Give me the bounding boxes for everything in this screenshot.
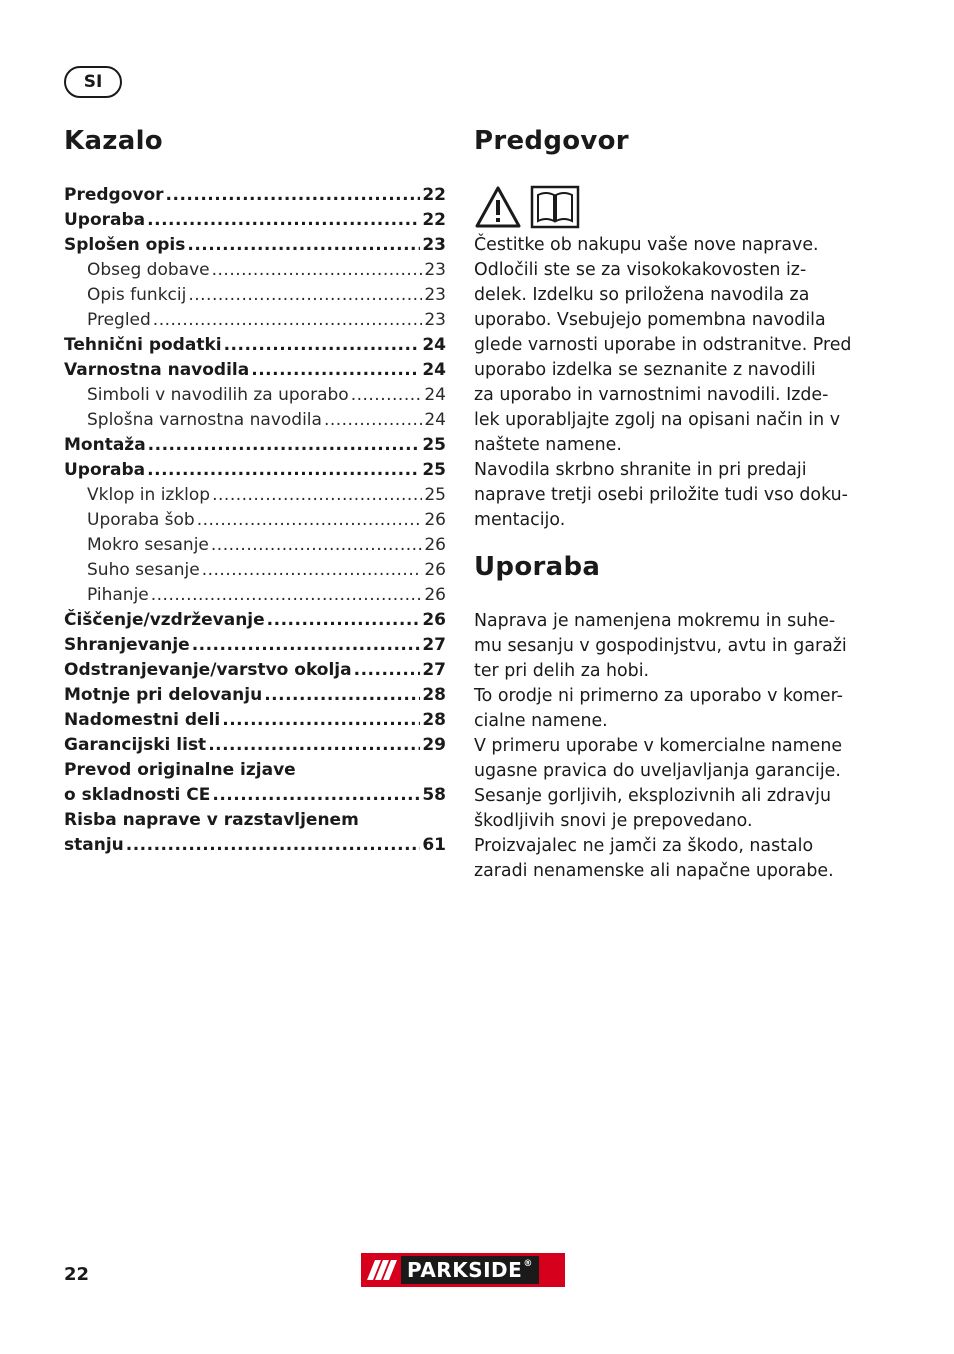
toc-leader-dots xyxy=(148,433,421,458)
toc-entry xyxy=(64,833,446,858)
toc-leader-dots xyxy=(212,783,420,808)
text-line: škodljivih snovi je prepovedano. xyxy=(474,811,753,831)
toc-leader-dots xyxy=(197,508,423,533)
toc-entry xyxy=(64,783,446,808)
toc-leader-dots xyxy=(264,683,420,708)
toc-entry-label: Splošen opis xyxy=(64,235,186,255)
toc-entry xyxy=(64,483,446,508)
language-badge-label: SI xyxy=(83,72,103,92)
toc-entry-label: o skladnosti CE xyxy=(64,785,211,805)
toc-leader-dots xyxy=(202,558,423,583)
toc-entry-page: 27 xyxy=(422,660,446,680)
foreword-icons xyxy=(474,186,580,228)
toc-entry xyxy=(64,708,446,733)
toc-entry-page: 24 xyxy=(424,385,446,405)
toc-leader-dots xyxy=(212,258,423,283)
toc-entry xyxy=(64,508,446,533)
text-line: lek uporabljajte zgolj na opisani način in v xyxy=(474,410,840,430)
toc-entry xyxy=(64,608,446,633)
toc-entry-label: Opis funkcij xyxy=(87,285,187,305)
toc-entry-label: Prevod originalne izjave xyxy=(64,760,296,780)
toc-entry xyxy=(64,283,446,308)
toc-leader-dots xyxy=(267,608,421,633)
toc-entry-page: 61 xyxy=(422,835,446,855)
toc-entry-page: 26 xyxy=(424,535,446,555)
toc-leader-dots xyxy=(187,233,420,258)
toc-entry-page: 26 xyxy=(424,585,446,605)
toc-entry-label: Motnje pri delovanju xyxy=(64,685,263,705)
text-line: Navodila skrbno shranite in pri predaji xyxy=(474,460,807,480)
toc-leader-dots xyxy=(354,658,421,683)
text-line: Proizvajalec ne jamči za škodo, nastalo xyxy=(474,836,814,856)
toc-entry-label: Shranjevanje xyxy=(64,635,190,655)
toc-leader-dots xyxy=(151,583,423,608)
toc-entry xyxy=(64,258,446,283)
toc-entry-page: 23 xyxy=(424,310,446,330)
toc-entry-label: Vklop in izklop xyxy=(87,485,211,505)
toc-entry-page: 24 xyxy=(422,360,446,380)
text-line: za uporabo in varnostnimi navodili. Izde- xyxy=(474,385,829,405)
toc-entry-page: 24 xyxy=(422,335,446,355)
toc-entry-page: 26 xyxy=(422,610,446,630)
warning-icon xyxy=(474,185,522,229)
toc-entry xyxy=(64,208,446,233)
toc-entry-page: 23 xyxy=(424,285,446,305)
toc-entry-label: Varnostna navodila xyxy=(64,360,250,380)
toc-entry-page: 25 xyxy=(424,485,446,505)
toc-entry-page: 26 xyxy=(424,560,446,580)
toc-leader-dots xyxy=(251,358,420,383)
text-line: V primeru uporabe v komercialne namene xyxy=(474,736,843,756)
text-line: Odločili ste se za visokokakovosten iz- xyxy=(474,260,807,280)
text-line: Čestitke ob nakupu vaše nove naprave. xyxy=(474,235,819,255)
toc-entry-label: Uporaba šob xyxy=(87,510,195,530)
text-line: Sesanje gorljivih, eksplozivnih ali zdravju xyxy=(474,786,832,806)
toc-entry-page: 24 xyxy=(424,410,446,430)
toc-entry xyxy=(64,583,446,608)
text-line: zaradi nenamenske ali napačne uporabe. xyxy=(474,861,834,881)
toc-entry-label: Čiščenje/vzdrževanje xyxy=(64,610,265,630)
text-line: mentacijo. xyxy=(474,510,566,530)
toc-entry-label: Pihanje xyxy=(87,585,149,605)
toc-heading: Kazalo xyxy=(64,126,163,156)
toc-leader-dots xyxy=(224,333,421,358)
toc-entry-label: stanju xyxy=(64,835,124,855)
text-line: mu sesanju v gospodinjstvu, avtu in garaži xyxy=(474,636,847,656)
toc-entry xyxy=(64,333,446,358)
toc-entry-page: 22 xyxy=(422,185,446,205)
toc-entry-page: 28 xyxy=(422,710,446,730)
toc-leader-dots xyxy=(166,183,421,208)
toc-leader-dots xyxy=(147,208,420,233)
text-line: Naprava je namenjena mokremu in suhe- xyxy=(474,611,836,631)
toc-entry xyxy=(64,183,446,208)
toc-entry-label: Splošna varnostna navodila xyxy=(87,410,322,430)
brand-name xyxy=(401,1256,539,1284)
toc-leader-dots xyxy=(211,533,422,558)
toc-leader-dots xyxy=(351,383,423,408)
brand-slashes-icon xyxy=(361,1253,399,1287)
toc-entry-label: Uporaba xyxy=(64,460,146,480)
toc-entry xyxy=(64,233,446,258)
toc-entry xyxy=(64,433,446,458)
text-line: uporabo izdelka se seznanite z navodili xyxy=(474,360,816,380)
toc-leader-dots xyxy=(188,283,422,308)
toc-entry-label: Tehnični podatki xyxy=(64,335,222,355)
toc-leader-dots xyxy=(222,708,420,733)
toc-entry xyxy=(64,658,446,683)
toc-entry-page: 28 xyxy=(422,685,446,705)
toc-entry xyxy=(64,683,446,708)
toc-entry-page: 58 xyxy=(422,785,446,805)
toc-leader-dots xyxy=(147,458,420,483)
toc-entry-page: 23 xyxy=(422,235,446,255)
toc-leader-dots xyxy=(192,633,421,658)
toc-entry-label: Garancijski list xyxy=(64,735,207,755)
text-line: uporabo. Vsebujejo pomembna navodila xyxy=(474,310,826,330)
toc-entry-page: 25 xyxy=(422,460,446,480)
toc-entry-label: Uporaba xyxy=(64,210,146,230)
text-line: ugasne pravica do uveljavljanja garancije. xyxy=(474,761,841,781)
toc-entry-label: Montaža xyxy=(64,435,146,455)
toc-entry xyxy=(64,633,446,658)
text-line: ter pri delih za hobi. xyxy=(474,661,650,681)
toc-entry-label: Nadomestni deli xyxy=(64,710,221,730)
page-number: 22 xyxy=(64,1264,90,1285)
text-line: naštete namene. xyxy=(474,435,622,455)
toc-entry xyxy=(64,408,446,433)
brand-name-text: PARKSIDE xyxy=(407,1258,523,1282)
toc-entry xyxy=(64,558,446,583)
toc-leader-dots xyxy=(126,833,421,858)
toc-entry xyxy=(64,458,446,483)
toc-entry-label: Simboli v navodilih za uporabo xyxy=(87,385,349,405)
language-badge xyxy=(64,66,122,98)
text-line: glede varnosti uporabe in odstranitve. Pred xyxy=(474,335,852,355)
toc-entry-label: Pregled xyxy=(87,310,151,330)
table-of-contents xyxy=(64,183,446,858)
foreword-text xyxy=(474,233,864,533)
toc-entry xyxy=(64,808,446,833)
toc-entry-label: Suho sesanje xyxy=(87,560,200,580)
toc-entry-label: Mokro sesanje xyxy=(87,535,209,555)
text-line: cialne namene. xyxy=(474,711,608,731)
toc-entry xyxy=(64,733,446,758)
toc-leader-dots xyxy=(208,733,420,758)
toc-entry-label: Predgovor xyxy=(64,185,164,205)
toc-entry-page: 25 xyxy=(422,435,446,455)
toc-leader-dots xyxy=(153,308,423,333)
toc-entry-page: 27 xyxy=(422,635,446,655)
usage-heading: Uporaba xyxy=(474,552,601,582)
toc-entry xyxy=(64,533,446,558)
toc-entry-label: Obseg dobave xyxy=(87,260,210,280)
brand-registered-mark: ® xyxy=(523,1259,533,1269)
text-line: delek. Izdelku so priložena navodila za xyxy=(474,285,810,305)
toc-entry-page: 22 xyxy=(422,210,446,230)
usage-text xyxy=(474,609,864,884)
toc-entry-label: Odstranjevanje/varstvo okolja xyxy=(64,660,352,680)
text-line: naprave tretji osebi priložite tudi vso doku- xyxy=(474,485,848,505)
toc-leader-dots xyxy=(212,483,422,508)
toc-entry xyxy=(64,383,446,408)
toc-entry-label: Risba naprave v razstavljenem xyxy=(64,810,359,830)
toc-entry-page: 26 xyxy=(424,510,446,530)
toc-entry xyxy=(64,358,446,383)
toc-leader-dots xyxy=(324,408,422,433)
manual-book-icon xyxy=(530,185,580,229)
text-line: To orodje ni primerno za uporabo v komer- xyxy=(474,686,843,706)
foreword-heading: Predgovor xyxy=(474,126,629,156)
brand-logo xyxy=(361,1253,565,1287)
toc-entry-page: 29 xyxy=(422,735,446,755)
toc-entry xyxy=(64,758,446,783)
toc-entry xyxy=(64,308,446,333)
toc-entry-page: 23 xyxy=(424,260,446,280)
